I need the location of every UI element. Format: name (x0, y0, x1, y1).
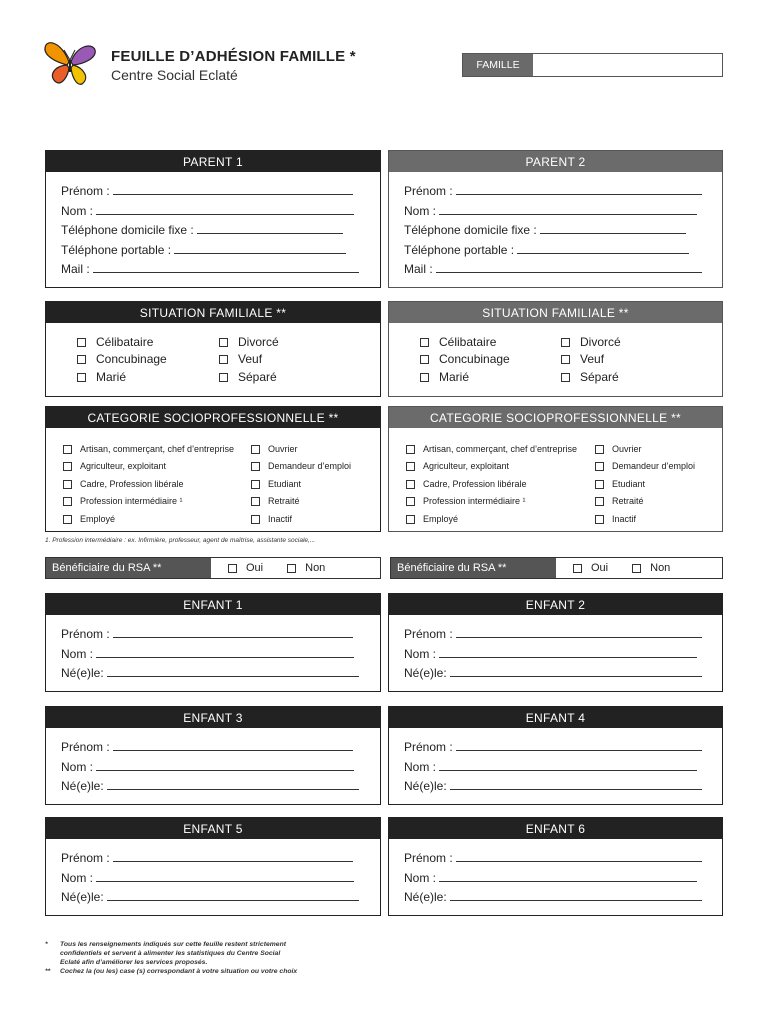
nom-field[interactable]: Nom : (61, 645, 380, 665)
checkbox-demandeur-emploi[interactable]: Demandeur d’emploi (251, 461, 351, 471)
page-subtitle: Centre Social Eclaté (111, 67, 238, 83)
csp-box-1 (45, 406, 381, 532)
nom-field[interactable]: Nom : (61, 202, 380, 222)
checkbox-box[interactable] (63, 515, 72, 524)
checkbox-celibataire[interactable]: Célibataire (420, 335, 496, 349)
checkbox-artisan[interactable]: Artisan, commerçant, chef d’entreprise (63, 444, 234, 454)
checkbox-retraite[interactable]: Retraité (595, 496, 644, 506)
enfant-2-box (388, 593, 723, 692)
checkbox-box[interactable] (219, 338, 228, 347)
checkbox-box[interactable] (228, 564, 237, 573)
checkbox-box[interactable] (63, 497, 72, 506)
checkbox-concubinage[interactable]: Concubinage (420, 352, 510, 366)
note-line: ** Cochez la (ou les) case (s) correspondant à votre situation ou votre choix (45, 968, 298, 975)
rsa-label: Bénéficiaire du RSA ** (391, 558, 556, 578)
checkbox-box[interactable] (251, 515, 260, 524)
naissance-field[interactable]: Né(e)le: (404, 888, 722, 908)
enfant-5-box (45, 817, 381, 916)
enfant-1-box (45, 593, 381, 692)
prenom-field[interactable]: Prénom : (404, 625, 722, 645)
rsa-row-1 (45, 557, 381, 579)
csp-box-2 (388, 406, 723, 532)
nom-field[interactable]: Nom : (404, 202, 722, 222)
checkbox-box[interactable] (77, 355, 86, 364)
checkbox-box[interactable] (77, 338, 86, 347)
parent-2-header: PARENT 2 (389, 151, 722, 172)
checkbox-divorce[interactable]: Divorcé (561, 335, 621, 349)
prenom-field[interactable]: Prénom : (404, 182, 722, 202)
checkbox-box[interactable] (561, 338, 570, 347)
prenom-field[interactable]: Prénom : (61, 738, 380, 758)
situation-familiale-box-2 (388, 301, 723, 397)
checkbox-demandeur-emploi[interactable]: Demandeur d’emploi (595, 461, 695, 471)
situation-header: SITUATION FAMILIALE ** (389, 302, 722, 323)
note-line: Eclaté afin d’améliorer les services proposés. (60, 959, 208, 966)
checkbox-box[interactable] (406, 480, 415, 489)
checkbox-box[interactable] (595, 445, 604, 454)
enfant-6-header: ENFANT 6 (389, 818, 722, 839)
butterfly-logo (42, 38, 98, 90)
checkbox-box[interactable] (287, 564, 296, 573)
checkbox-separe[interactable]: Séparé (561, 370, 619, 384)
checkbox-cadre[interactable]: Cadre, Profession libérale (63, 479, 184, 489)
naissance-field[interactable]: Né(e)le: (61, 664, 380, 684)
mail-field[interactable]: Mail : (404, 260, 722, 280)
prenom-field[interactable]: Prénom : (61, 849, 380, 869)
checkbox-box[interactable] (573, 564, 582, 573)
enfant-3-header: ENFANT 3 (46, 707, 380, 728)
nom-field[interactable]: Nom : (404, 758, 722, 778)
checkbox-etudiant[interactable]: Etudiant (595, 479, 645, 489)
checkbox-cadre[interactable]: Cadre, Profession libérale (406, 479, 527, 489)
enfant-3-box (45, 706, 381, 805)
checkbox-box[interactable] (406, 445, 415, 454)
checkbox-box[interactable] (561, 355, 570, 364)
note-line: confidentiels et servent à alimenter les statistiques du Centre Social (60, 950, 281, 957)
checkbox-box[interactable] (595, 515, 604, 524)
checkbox-box[interactable] (219, 373, 228, 382)
checkbox-employe[interactable]: Employé (406, 514, 458, 524)
enfant-2-header: ENFANT 2 (389, 594, 722, 615)
checkbox-concubinage[interactable]: Concubinage (77, 352, 167, 366)
checkbox-ouvrier[interactable]: Ouvrier (595, 444, 642, 454)
nom-field[interactable]: Nom : (61, 869, 380, 889)
checkbox-inactif[interactable]: Inactif (251, 514, 292, 524)
checkbox-box[interactable] (219, 355, 228, 364)
rsa-label: Bénéficiaire du RSA ** (46, 558, 211, 578)
parent-1-box (45, 150, 381, 288)
csp-header: CATEGORIE SOCIOPROFESSIONNELLE ** (46, 407, 380, 428)
checkbox-separe[interactable]: Séparé (219, 370, 277, 384)
rsa-row-2 (390, 557, 723, 579)
prenom-field[interactable]: Prénom : (404, 849, 722, 869)
checkbox-profession-intermediaire[interactable]: Profession intermédiaire ¹ (406, 496, 526, 506)
nom-field[interactable]: Nom : (404, 645, 722, 665)
checkbox-retraite[interactable]: Retraité (251, 496, 300, 506)
checkbox-box[interactable] (595, 462, 604, 471)
mail-field[interactable]: Mail : (61, 260, 380, 280)
prenom-field[interactable]: Prénom : (61, 625, 380, 645)
nom-field[interactable]: Nom : (404, 869, 722, 889)
telephone-fixe-field[interactable]: Téléphone domicile fixe : (61, 221, 380, 241)
checkbox-box[interactable] (420, 338, 429, 347)
naissance-field[interactable]: Né(e)le: (404, 664, 722, 684)
prenom-field[interactable]: Prénom : (61, 182, 380, 202)
enfant-4-box (388, 706, 723, 805)
checkbox-ouvrier[interactable]: Ouvrier (251, 444, 298, 454)
checkbox-box[interactable] (595, 497, 604, 506)
checkbox-celibataire[interactable]: Célibataire (77, 335, 153, 349)
checkbox-agriculteur[interactable]: Agriculteur, exploitant (406, 461, 509, 471)
checkbox-profession-intermediaire[interactable]: Profession intermédiaire ¹ (63, 496, 183, 506)
enfant-6-box (388, 817, 723, 916)
checkbox-box[interactable] (561, 373, 570, 382)
naissance-field[interactable]: Né(e)le: (61, 888, 380, 908)
checkbox-box[interactable] (251, 462, 260, 471)
enfant-1-header: ENFANT 1 (46, 594, 380, 615)
situation-familiale-box-1 (45, 301, 381, 397)
checkbox-box[interactable] (420, 355, 429, 364)
enfant-5-header: ENFANT 5 (46, 818, 380, 839)
checkbox-box[interactable] (251, 445, 260, 454)
situation-header: SITUATION FAMILIALE ** (46, 302, 380, 323)
famille-input[interactable] (533, 54, 722, 76)
checkbox-veuf[interactable]: Veuf (219, 352, 262, 366)
checkbox-box[interactable] (420, 373, 429, 382)
checkbox-box[interactable] (63, 462, 72, 471)
checkbox-box[interactable] (77, 373, 86, 382)
enfant-4-header: ENFANT 4 (389, 707, 722, 728)
checkbox-box[interactable] (251, 497, 260, 506)
checkbox-box[interactable] (632, 564, 641, 573)
checkbox-box[interactable] (406, 462, 415, 471)
parent-1-header: PARENT 1 (46, 151, 380, 172)
checkbox-box[interactable] (406, 515, 415, 524)
telephone-portable-field[interactable]: Téléphone portable : (404, 241, 722, 261)
checkbox-box[interactable] (251, 480, 260, 489)
prenom-field[interactable]: Prénom : (404, 738, 722, 758)
note-line: * Tous les renseignements indiqués sur cette feuille restent strictement (45, 941, 286, 948)
checkbox-inactif[interactable]: Inactif (595, 514, 636, 524)
checkbox-agriculteur[interactable]: Agriculteur, exploitant (63, 461, 166, 471)
rsa-oui-checkbox[interactable]: Oui (228, 562, 263, 574)
footnote-profession: 1. Profession intermédiaire : ex. Infirmière, professeur, agent de maîtrise, assistante sociale,... (45, 537, 316, 544)
rsa-non-checkbox[interactable]: Non (287, 562, 325, 574)
checkbox-etudiant[interactable]: Etudiant (251, 479, 301, 489)
checkbox-divorce[interactable]: Divorcé (219, 335, 279, 349)
rsa-oui-checkbox[interactable]: Oui (573, 562, 608, 574)
checkbox-box[interactable] (595, 480, 604, 489)
checkbox-marie[interactable]: Marié (77, 370, 126, 384)
telephone-fixe-field[interactable]: Téléphone domicile fixe : (404, 221, 722, 241)
checkbox-box[interactable] (63, 445, 72, 454)
checkbox-box[interactable] (63, 480, 72, 489)
nom-field[interactable]: Nom : (61, 758, 380, 778)
famille-field[interactable] (462, 53, 723, 77)
rsa-non-checkbox[interactable]: Non (632, 562, 670, 574)
footer-notes (45, 940, 297, 976)
naissance-field[interactable]: Né(e)le: (404, 777, 722, 797)
checkbox-marie[interactable]: Marié (420, 370, 469, 384)
checkbox-box[interactable] (406, 497, 415, 506)
parent-2-box (388, 150, 723, 288)
page-title: FEUILLE D’ADHÉSION FAMILLE * (111, 48, 356, 65)
naissance-field[interactable]: Né(e)le: (61, 777, 380, 797)
telephone-portable-field[interactable]: Téléphone portable : (61, 241, 380, 261)
csp-header: CATEGORIE SOCIOPROFESSIONNELLE ** (389, 407, 722, 428)
famille-label: FAMILLE (463, 54, 533, 76)
checkbox-artisan[interactable]: Artisan, commerçant, chef d’entreprise (406, 444, 577, 454)
checkbox-veuf[interactable]: Veuf (561, 352, 604, 366)
checkbox-employe[interactable]: Employé (63, 514, 115, 524)
